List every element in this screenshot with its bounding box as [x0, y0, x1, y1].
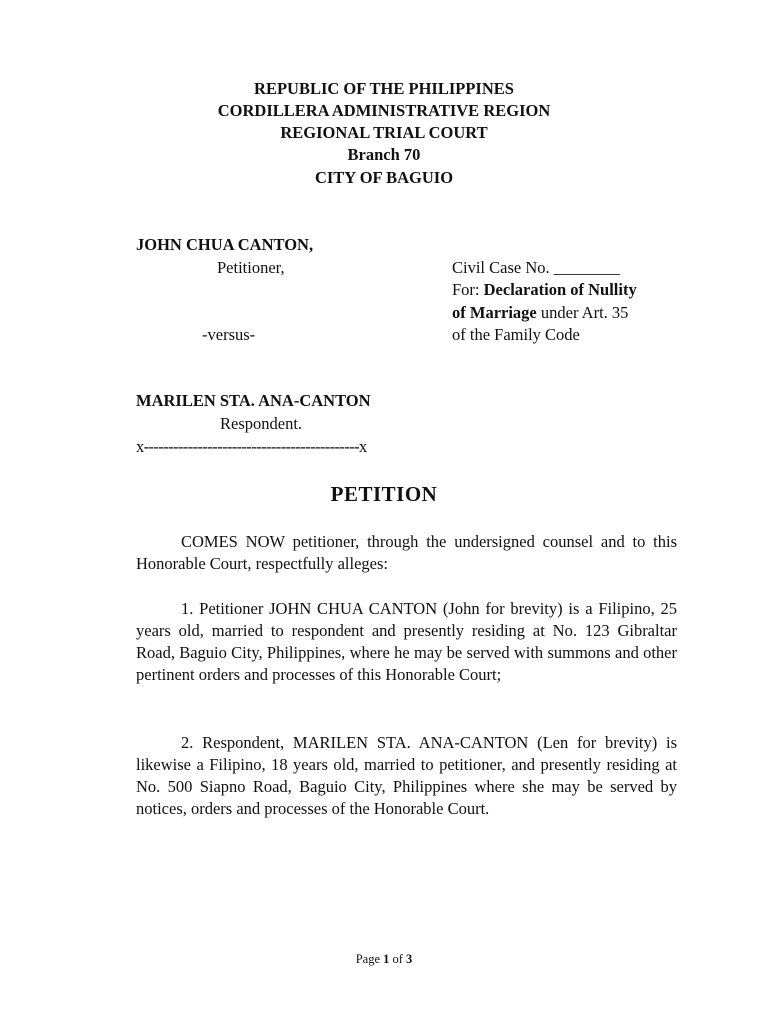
- petitioner-name: JOHN CHUA CANTON,: [136, 235, 314, 254]
- header-republic: REPUBLIC OF THE PHILIPPINES: [254, 79, 514, 98]
- case-nature-line-2: [452, 302, 628, 324]
- caption-separator: x--------------------------------------------x: [136, 437, 367, 456]
- header-city: CITY OF BAGUIO: [314, 168, 454, 187]
- footer-total-pages: 3: [406, 952, 413, 966]
- header-court: REGIONAL TRIAL COURT: [280, 123, 488, 142]
- footer-current-page: 1: [383, 952, 390, 966]
- case-nature-rest-2: under Art. 35: [536, 303, 629, 322]
- paragraph-2: 2. Respondent, MARILEN STA. ANA-CANTON (Len for brevity) is likewise a Filipino, 18 years old, married to petitioner, and presently residing at No. 500 Siapno Road, Baguio City, Philippines where she may be served by notices, orders and processes of the Honorable Court.: [136, 733, 677, 818]
- footer-prefix: Page: [355, 952, 384, 966]
- civil-case-number: Civil Case No. ________: [452, 258, 620, 277]
- header-branch: Branch 70: [347, 145, 421, 164]
- paragraph-1: 1. Petitioner JOHN CHUA CANTON (John for brevity) is a Filipino, 25 years old, married to respondent and presently residing at No. 123 Gibraltar Road, Baguio City, Philippines, where he may be served with summons and other pertinent orders and processes of this Honorable Court;: [136, 599, 677, 684]
- page-footer: [0, 952, 768, 967]
- case-nature-bold-1: Declaration of Nullity: [483, 280, 637, 299]
- case-nature-bold-2: of Marriage: [452, 303, 537, 322]
- for-label: For:: [452, 280, 484, 299]
- footer-middle: of: [389, 952, 407, 966]
- respondent-name: MARILEN STA. ANA-CANTON: [136, 391, 371, 410]
- header-region: CORDILLERA ADMINISTRATIVE REGION: [217, 101, 551, 120]
- respondent-role: Respondent.: [220, 414, 303, 433]
- document-title: PETITION: [330, 482, 438, 506]
- intro-paragraph: COMES NOW petitioner, through the undersigned counsel and to this Honorable Court, respectfully alleges:: [136, 532, 677, 573]
- case-nature-line-3: of the Family Code: [452, 325, 580, 344]
- versus-label: -versus-: [202, 325, 256, 344]
- case-nature-line-1: [452, 279, 637, 301]
- petitioner-role: Petitioner,: [217, 258, 285, 277]
